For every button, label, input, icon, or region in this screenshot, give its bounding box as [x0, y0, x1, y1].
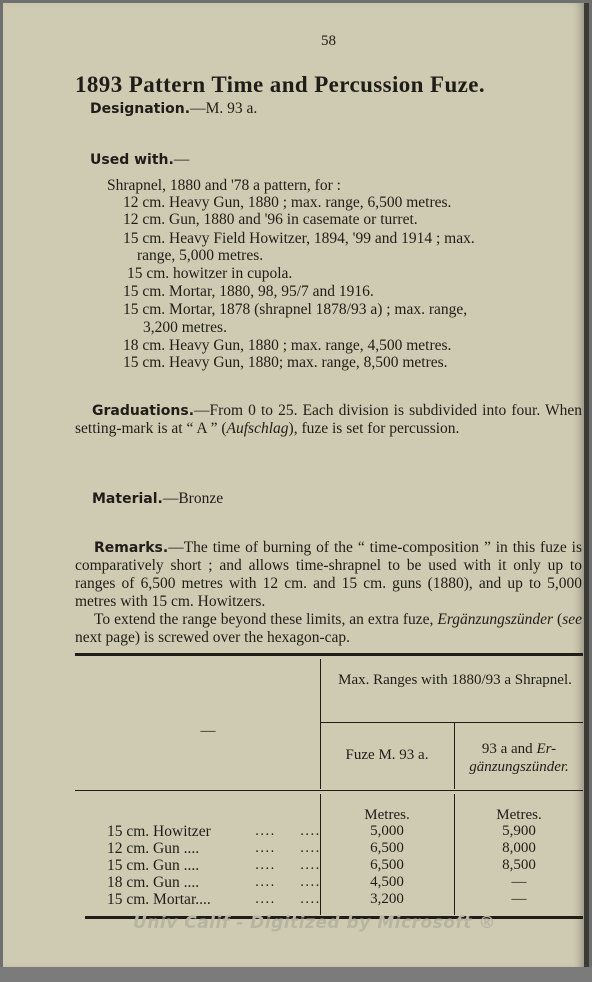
- digitizer-watermark: Univ Calif - Digitized by Microsoft ®: [133, 913, 496, 933]
- table-divider-main: [320, 659, 321, 789]
- remarks-label: Remarks.: [94, 540, 169, 556]
- remarks-p2-end: next page) is screwed over the hexagon-cap.: [75, 629, 351, 646]
- used-with-line: 12 cm. Gun, 1880 and '96 in casemate or turret.: [123, 211, 418, 228]
- used-with-line: 3,200 metres.: [143, 319, 227, 336]
- row-dots: ....: [300, 875, 321, 890]
- row-fuze-value: 4,500: [370, 874, 404, 890]
- row-dots: ....: [300, 824, 321, 839]
- row-erg-value: 5,900: [502, 823, 536, 839]
- row-dots: ....: [255, 824, 276, 839]
- col-header-fuze: Fuze M. 93 a.: [345, 747, 429, 763]
- row-dots: ....: [300, 841, 321, 856]
- table-group-rule: [321, 722, 583, 723]
- used-with-label: Used with.: [90, 152, 174, 168]
- row-dots: ....: [255, 858, 276, 873]
- used-with-heading: [90, 151, 189, 169]
- used-with-line: 15 cm. Mortar, 1878 (shrapnel 1878/93 a) ; max. range,: [123, 301, 468, 318]
- designation-line: [90, 100, 257, 118]
- row-dots: ....: [300, 858, 321, 873]
- col-header-erg: [455, 740, 583, 776]
- page-number: 58: [321, 33, 336, 49]
- page-edge-shadow: [584, 3, 589, 967]
- used-with-line: 15 cm. Mortar, 1880, 98, 95/7 and 1916.: [123, 283, 374, 300]
- used-with-line: 15 cm. howitzer in cupola.: [127, 265, 293, 282]
- row-fuze-value: 3,200: [370, 891, 404, 907]
- used-with-line: 12 cm. Heavy Gun, 1880 ; max. range, 6,500 metres.: [123, 194, 452, 211]
- used-with-intro: Shrapnel, 1880 and '78 a pattern, for :: [107, 177, 341, 194]
- remarks-p2-mid: (: [553, 611, 563, 628]
- used-with-line: range, 5,000 metres.: [137, 247, 264, 264]
- designation-text: —M. 93 a.: [190, 100, 258, 117]
- col-header-erg-italic: Er-gänzungszünder.: [469, 741, 569, 775]
- col-header-erg-text: 93 a and: [481, 741, 537, 757]
- group-header: Max. Ranges with 1880/93 a Shrapnel.: [338, 672, 572, 688]
- row-label: 15 cm. Gun ....: [107, 857, 200, 874]
- row-label: 15 cm. Howitzer: [107, 823, 211, 840]
- row-erg-value: 8,000: [502, 840, 536, 856]
- table-top-rule: [75, 653, 583, 656]
- table-header-rule: [75, 790, 583, 791]
- row-dots: ....: [300, 892, 321, 907]
- book-page: [3, 3, 584, 967]
- row-dots: ....: [255, 841, 276, 856]
- remarks-p2-italic: Ergänzungszünder: [437, 611, 554, 628]
- row-erg-value: —: [511, 874, 527, 890]
- row-dots: ....: [255, 892, 276, 907]
- material-text: —Bronze: [162, 490, 224, 507]
- row-fuze-value: 6,500: [370, 840, 404, 856]
- unit-fuze: Metres.: [364, 807, 410, 823]
- row-label: 18 cm. Gun ....: [107, 874, 200, 891]
- row-fuze-value: 6,500: [370, 857, 404, 873]
- graduations-text: —From 0 to 25. Each division is subdivided into four. When setting-mark is at “ A ” (: [75, 402, 582, 437]
- used-with-dash: —: [173, 151, 190, 168]
- graduations-text-end: ), fuze is set for percussion.: [288, 420, 460, 437]
- row-label: 15 cm. Mortar....: [107, 891, 211, 908]
- remarks-paragraph: [75, 539, 582, 611]
- designation-label: Designation.: [90, 101, 191, 117]
- remarks-text: —The time of burning of the “ time-composition ” in this fuze is comparatively short ; and allows time-shrapnel to be used with it only up to ranges of 6,500 metres with 12 cm. and 15 cm. guns (1880), and up to 5,000 metres with 15 cm. Howitzers.: [75, 539, 582, 610]
- row-erg-value: 8,500: [502, 857, 536, 873]
- graduations-label: Graduations.: [92, 403, 195, 419]
- remarks-p2-see: see: [562, 611, 582, 628]
- unit-erg: Metres.: [496, 807, 542, 823]
- material-line: [92, 490, 223, 508]
- page-title: 1893 Pattern Time and Percussion Fuze.: [75, 72, 486, 97]
- row-erg-value: —: [511, 891, 527, 907]
- stub-header-dash: —: [200, 723, 216, 739]
- graduations-italic: Aufschlag: [226, 420, 289, 437]
- remarks-paragraph-2: [75, 611, 582, 647]
- row-fuze-value: 5,000: [370, 823, 404, 839]
- used-with-line: 15 cm. Heavy Gun, 1880; max. range, 8,500 metres.: [123, 354, 448, 371]
- used-with-line: 15 cm. Heavy Field Howitzer, 1894, '99 and 1914 ; max.: [123, 230, 475, 247]
- remarks-p2-start: To extend the range beyond these limits, an extra fuze,: [94, 611, 438, 628]
- row-dots: ....: [255, 875, 276, 890]
- material-label: Material.: [92, 491, 163, 507]
- row-label: 12 cm. Gun ....: [107, 840, 200, 857]
- graduations-paragraph: [75, 402, 582, 438]
- scan-bottom-strip: [0, 967, 592, 982]
- used-with-line: 18 cm. Heavy Gun, 1880 ; max. range, 4,500 metres.: [123, 337, 452, 354]
